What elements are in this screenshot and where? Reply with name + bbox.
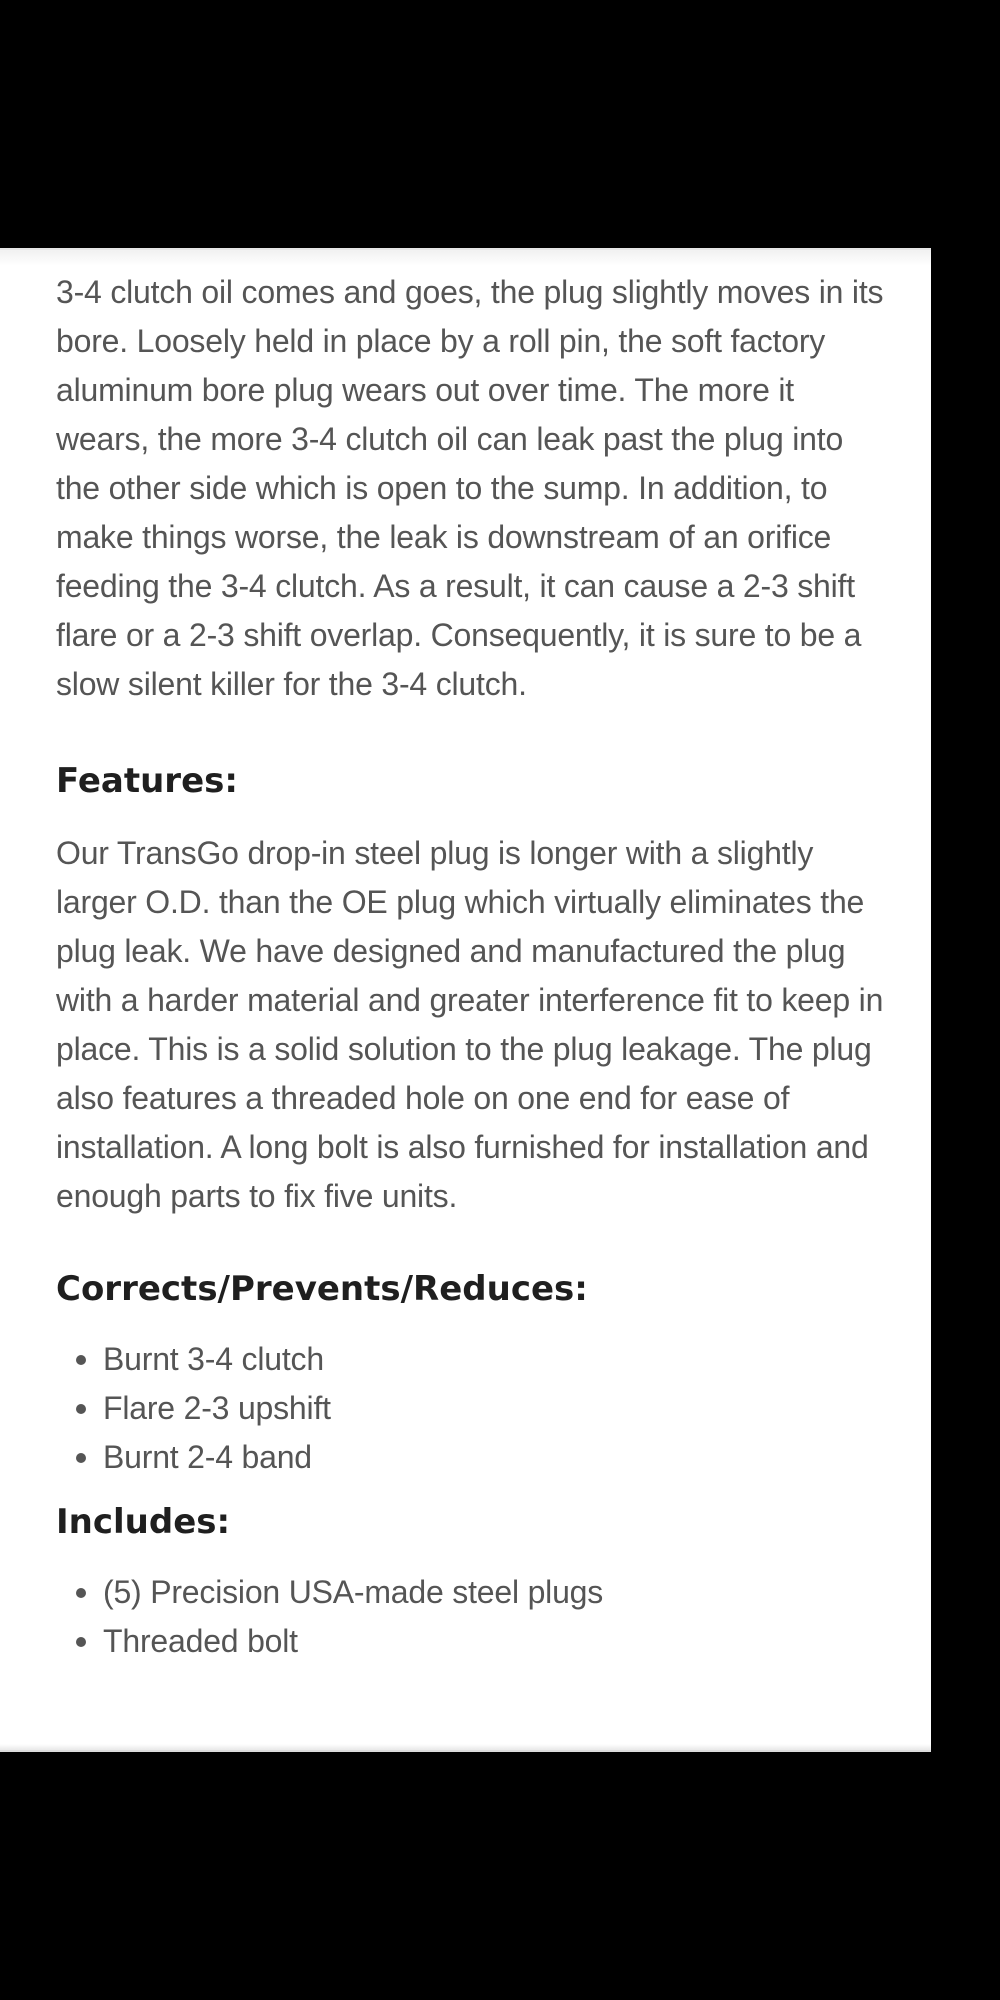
bullet-icon: [76, 1404, 86, 1414]
corrects-list: [56, 1335, 886, 1482]
list-item-text: Threaded bolt: [103, 1623, 298, 1659]
features-heading: Features:: [56, 761, 238, 801]
bullet-icon: [76, 1453, 86, 1463]
list-item-text: Flare 2-3 upshift: [103, 1390, 331, 1426]
list-item: [76, 1568, 886, 1617]
features-paragraph: Our TransGo drop-in steel plug is longer with a slightly larger O.D. than the OE plug which virtually eliminates the plug leak. We have designed and manufactured the plug with a harder material and greater interference fit to keep in place. This is a solid solution to the plug leakage. The plug also features a threaded hole on one end for ease of installation. A long bolt is also furnished for installation and enough parts to fix five units.: [56, 835, 884, 1214]
list-item-text: Burnt 3-4 clutch: [103, 1341, 324, 1377]
corrects-heading: Corrects/Prevents/Reduces:: [56, 1269, 588, 1309]
panel-bottom-edge: [0, 1744, 931, 1752]
list-item: [76, 1335, 886, 1384]
article-content: [56, 268, 886, 1666]
list-item: [76, 1384, 886, 1433]
panel-top-edge: [0, 248, 931, 266]
article-panel: [0, 248, 931, 1752]
bullet-icon: [76, 1355, 86, 1365]
list-item-text: (5) Precision USA-made steel plugs: [103, 1574, 604, 1610]
includes-list: [56, 1568, 886, 1666]
intro-paragraph: 3-4 clutch oil comes and goes, the plug slightly moves in its bore. Loosely held in place by a roll pin, the soft factory aluminum bore plug wears out over time. The more it wears, the more 3-4 clutch oil can leak past the plug into the other side which is open to the sump. In addition, to make things worse, the leak is downstream of an orifice feeding the 3-4 clutch. As a result, it can cause a 2-3 shift flare or a 2-3 shift overlap. Consequently, it is sure to be a slow silent killer for the 3-4 clutch.: [56, 274, 884, 702]
list-item: [76, 1433, 886, 1482]
list-item: [76, 1617, 886, 1666]
bullet-icon: [76, 1588, 86, 1598]
includes-heading: Includes:: [56, 1502, 231, 1542]
bullet-icon: [76, 1637, 86, 1647]
list-item-text: Burnt 2-4 band: [103, 1439, 312, 1475]
